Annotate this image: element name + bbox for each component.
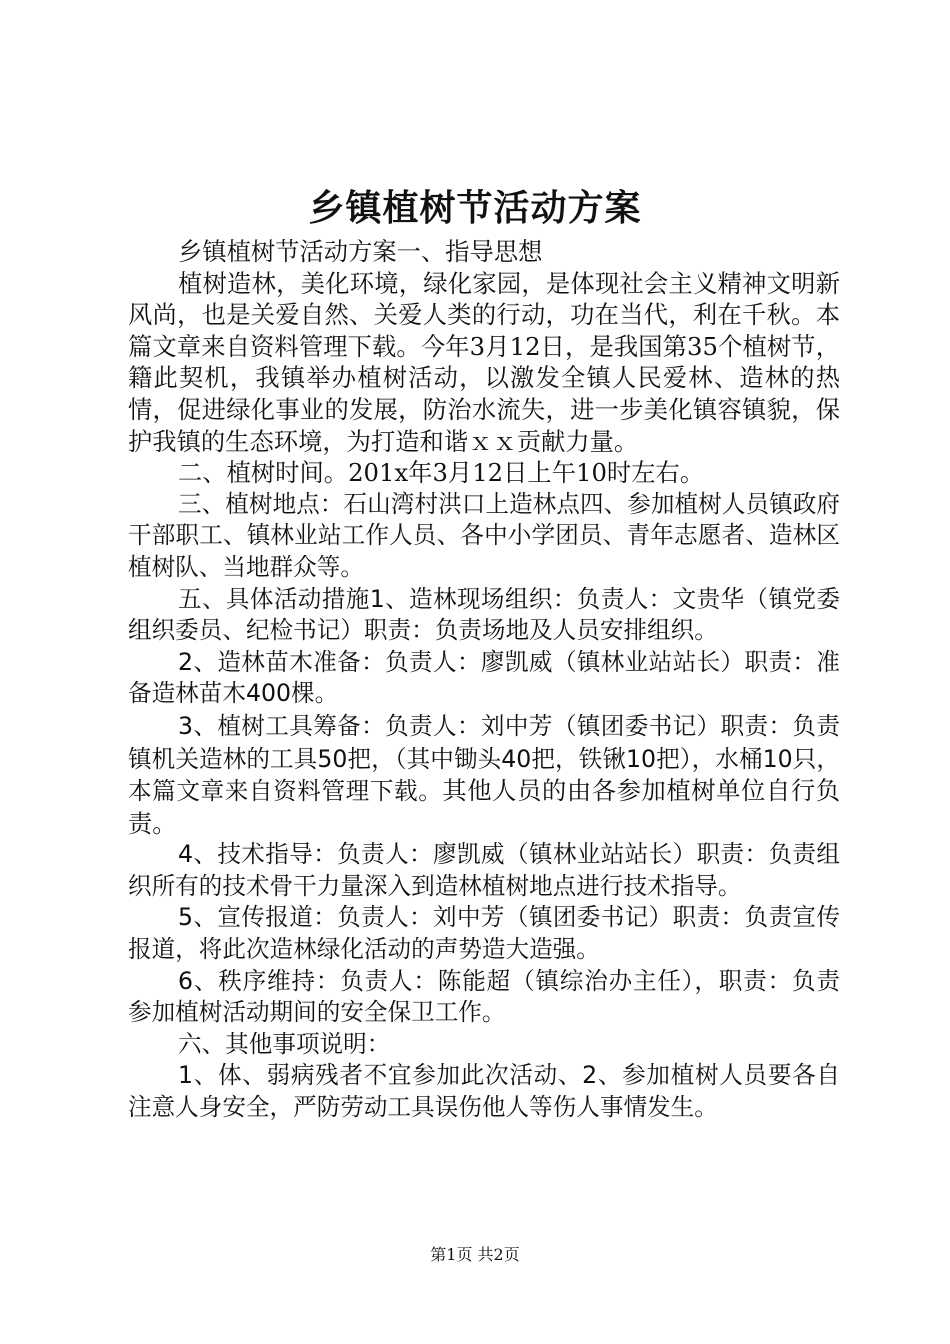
paragraph-planting-location: 三、植树地点：石山湾村洪口上造林点四、参加植树人员镇政府干部职工、镇林业站工作人员、各中小学团员、青年志愿者、造林区植树队、当地群众等。 (128, 489, 840, 581)
paragraph-planting-time: 二、植树时间。201x年3月12日上午10时左右。 (178, 458, 705, 488)
document-title: 乡镇植树节活动方案 (308, 187, 642, 229)
paragraph-other-notes: 1、体、弱病残者不宜参加此次活动、2、参加植树人员要各自注意人身安全，严防劳动工具误伤他人等伤人事情发生。 (128, 1061, 840, 1122)
page-footer: 第1页 共2页 (430, 1245, 520, 1264)
tools-text: 3、植树工具筹备：负责人：刘中芳（镇团委书记）职责：负责镇机关造林的工具50把，（其中锄头40把，铁锹10把），水桶10只，本篇文章来自资料管理下载。 (128, 711, 840, 806)
paragraph-measures-order: 6、秩序维持：负责人：陈能超（镇综治办主任），职责：负责参加植树活动期间的安全保卫工作。 (128, 966, 840, 1027)
paragraph-measures-publicity: 5、宣传报道：负责人：刘中芳（镇团委书记）职责：负责宣传报道，将此次造林绿化活动的声势造大造强。 (128, 903, 840, 964)
tools-text-extra: 其他人员的由各参加植树单位自行负责。 (128, 776, 841, 838)
paragraph-measures-technical: 4、技术指导：负责人：廖凯威（镇林业站站长）职责：负责组织所有的技术骨干力量深入到造林植树地点进行技术指导。 (128, 840, 840, 900)
paragraph-guiding-thought: 植树造林，美化环境，绿化家园，是体现社会主义精神文明新风尚，也是关爱自然、关爱人类的行动，功在当代，利在千秋。本篇文章来自资料管理下载。今年3月12日，是我国第35个植树节，籍此契机，我镇举办植树活动，以激发全镇人民爱林、造林的热情，促进绿化事业的发展，防治水流失，进一步美化镇容镇貌，保护我镇的生态环境，为打造和谐ｘｘ贡献力量。 (128, 268, 840, 456)
document-body (128, 236, 840, 1124)
paragraph-other-heading: 六、其他事项说明： (178, 1029, 391, 1058)
paragraph-measures-seedlings: 2、造林苗木准备：负责人：廖凯威（镇林业站站长）职责：准备造林苗木400棵。 (128, 647, 840, 708)
paragraph-measures-site: 五、具体活动措施1、造林现场组织：负责人：文贵华（镇党委组织委员、纪检书记）职责：负责场地及人员安排组织。 (128, 584, 840, 645)
paragraph-intro: 乡镇植树节活动方案一、指导思想 (178, 237, 543, 266)
paragraph-measures-tools (128, 710, 840, 839)
